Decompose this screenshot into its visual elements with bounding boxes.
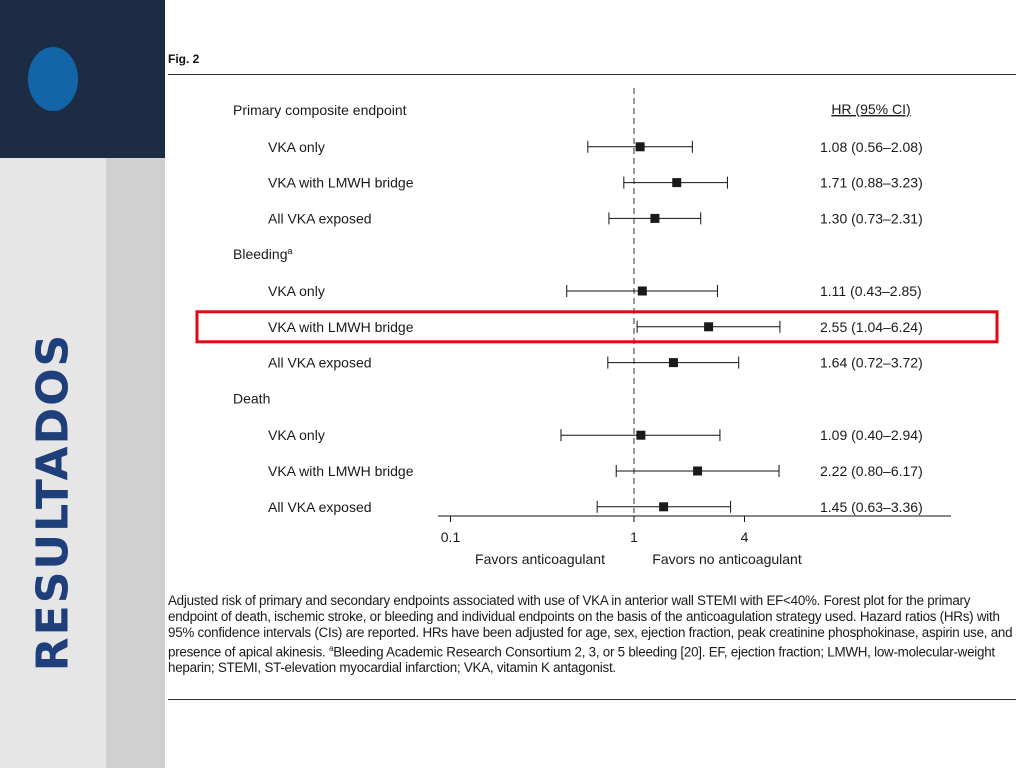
hr-point — [672, 178, 681, 187]
x-tick-label: 0.1 — [440, 529, 461, 545]
hr-point — [704, 322, 713, 331]
row-label: VKA only — [268, 138, 325, 155]
caption-text-1: Adjusted risk of primary and secondary endpoints associated with use of VKA in anterior wall STEMI with EF<40%. Forest plot for the primary endpoint of death, ischemic stroke, or bleeding and individual endpoints on the basis of the anticoagulation strategy used. Hazard ratios (HRs) with 95% confidence intervals (CIs) are reported. HRs have been adjusted for age, sex, ejection fraction, peak creatinine phosphokinase, aspirin use, and presence of apical akinesis. — [168, 593, 1013, 660]
bottom-divider — [168, 699, 1016, 700]
hr-column-header: HR (95% CI) — [831, 101, 911, 117]
caption-text-2: Bleeding Academic Research Consortium 2, 3, or 5 bleeding [20]. EF, ejection fraction; LMWH, low-molecular-weight heparin; STEMI, ST-elevation myocardial infarction; VKA, vitamin K antagonist. — [168, 644, 995, 676]
x-tick-label: 4 — [740, 529, 749, 545]
hr-point — [669, 358, 678, 367]
row-label: VKA with LMWH bridge — [268, 463, 414, 479]
hr-value: 1.64 (0.72–3.72) — [820, 354, 923, 371]
caption-superscript: a — [328, 644, 334, 653]
hr-point — [638, 287, 647, 296]
hr-value: 1.09 (0.40–2.94) — [820, 427, 923, 444]
row-label: All VKA exposed — [268, 210, 372, 227]
right-annotation: Favors no anticoagulant — [652, 551, 802, 567]
x-tick-label: 1 — [630, 529, 638, 545]
row-label: All VKA exposed — [268, 498, 372, 515]
hr-point — [650, 214, 659, 223]
section-title-text: RESULTADOS — [27, 332, 79, 672]
hr-point — [693, 467, 702, 476]
figure-caption — [168, 593, 1018, 676]
group-title-superscript: a — [287, 246, 293, 257]
hr-point — [636, 142, 645, 151]
figure-label: Fig. 2 — [168, 52, 200, 66]
row-label: All VKA exposed — [268, 354, 372, 371]
left-annotation: Favors anticoagulant — [475, 551, 605, 567]
hr-value: 2.22 (0.80–6.17) — [820, 463, 923, 479]
row-label: VKA with LMWH bridge — [268, 318, 414, 335]
hr-value: 2.55 (1.04–6.24) — [820, 318, 923, 335]
hr-value: 1.71 (0.88–3.23) — [820, 174, 923, 191]
row-label: VKA only — [268, 283, 325, 299]
group-title: Death — [233, 390, 271, 407]
hr-value: 1.08 (0.56–2.08) — [820, 138, 923, 155]
row-label: VKA with LMWH bridge — [268, 174, 414, 191]
group-title: Primary composite endpoint — [233, 102, 407, 118]
hr-point — [636, 431, 645, 440]
hr-value: 1.11 (0.43–2.85) — [820, 283, 922, 299]
group-title: Bleeding$^a$ — [233, 246, 293, 263]
hr-value: 1.30 (0.73–2.31) — [820, 210, 923, 227]
row-label: VKA only — [268, 427, 325, 444]
hr-value: 1.45 (0.63–3.36) — [820, 498, 923, 515]
hr-point — [659, 502, 668, 511]
